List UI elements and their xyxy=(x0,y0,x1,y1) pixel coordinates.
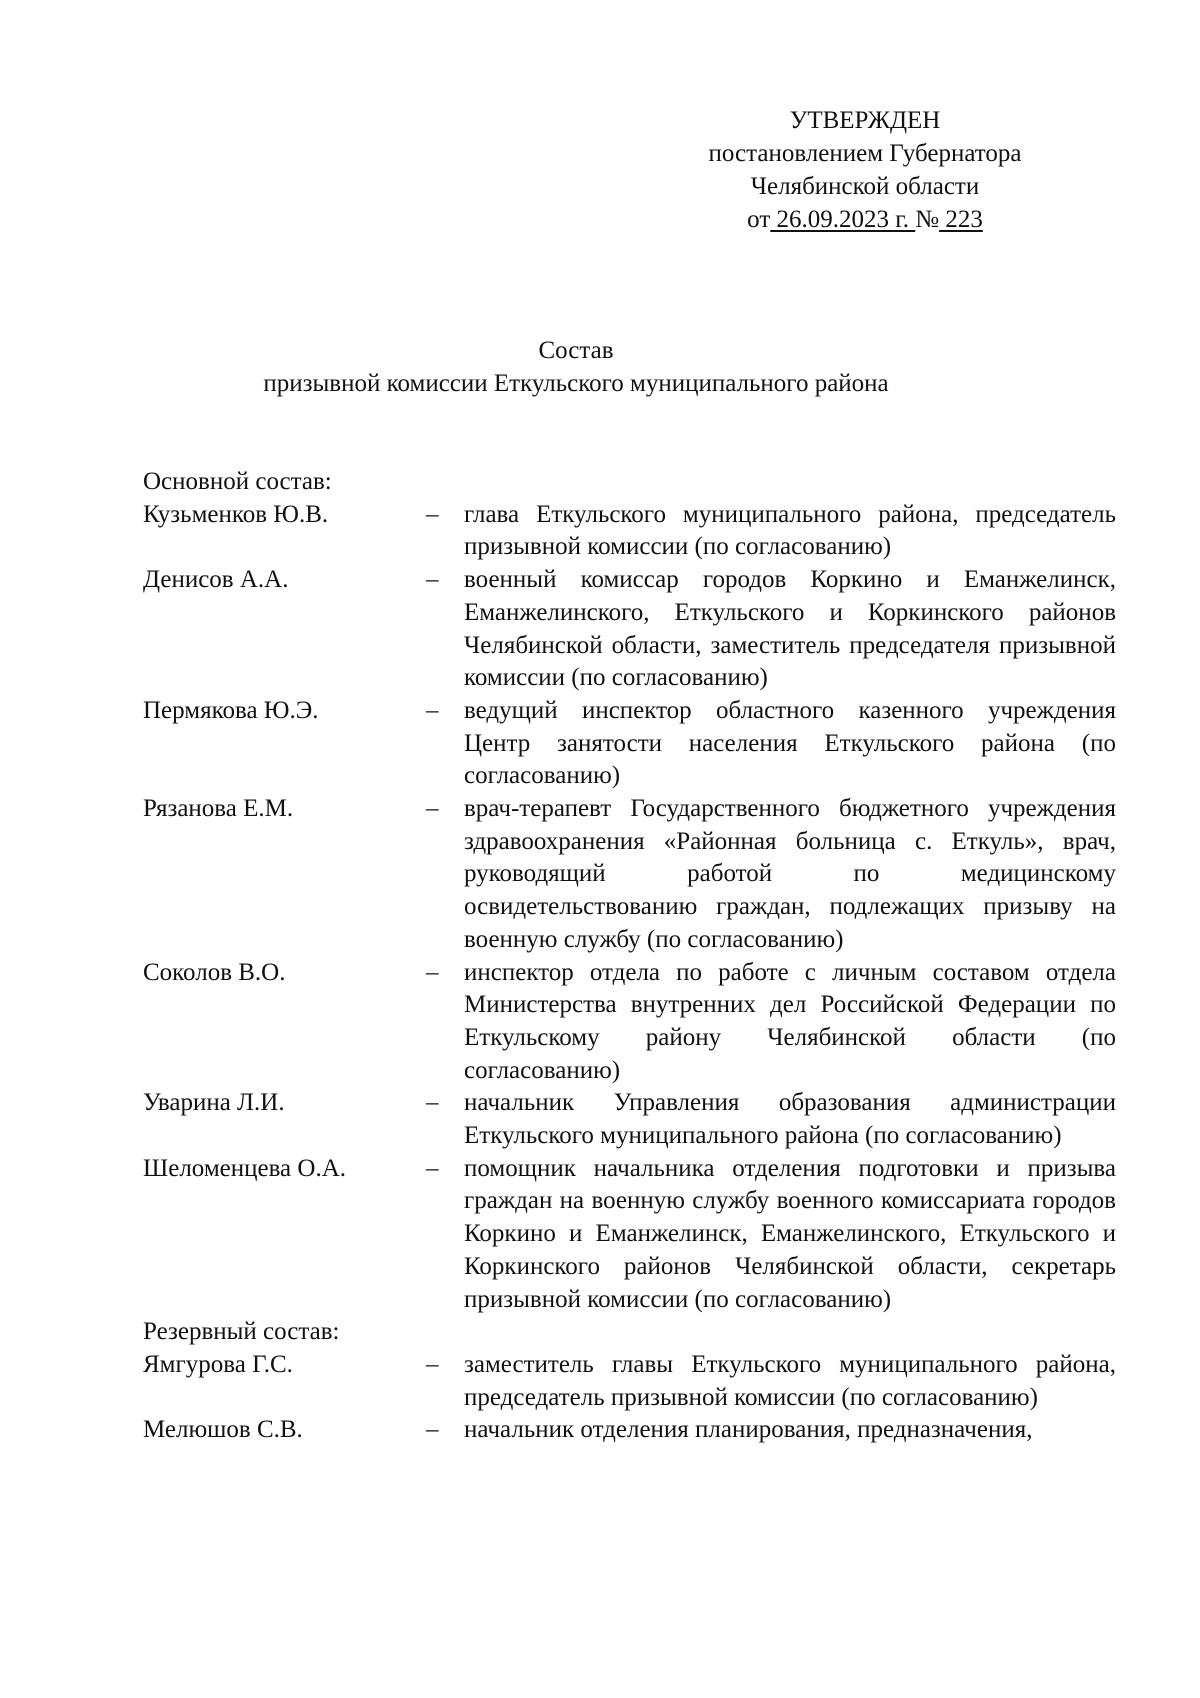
member-name: Рязанова Е.М. xyxy=(143,795,294,823)
approval-date: 26.09.2023 г. xyxy=(770,206,916,233)
member-role: врач-терапевт Государственного бюджетного учреждения здравоохранения «Районная больница с. Еткуль», врач, руководящий работой по медицинскому освидетельствованию граждан, подлежащих призыву на военную службу (по согласованию) xyxy=(464,795,1116,953)
approval-stamp xyxy=(680,104,1050,236)
approval-line-decree: постановлением Губернатора xyxy=(708,140,1022,167)
approval-line-region: Челябинской области xyxy=(750,173,980,200)
dash-separator: – xyxy=(426,566,439,594)
dash-separator: – xyxy=(426,795,439,823)
member-name: Уварина Л.И. xyxy=(143,1089,285,1117)
dash-separator: – xyxy=(426,696,439,724)
member-row xyxy=(143,957,1116,1088)
dash-separator: – xyxy=(426,1350,439,1378)
member-role: глава Еткульского муниципального района, председатель призывной комиссии (по согласованию) xyxy=(464,500,1116,561)
dash-separator: – xyxy=(426,1089,439,1117)
member-role: заместитель главы Еткульского муниципального района, председатель призывной комиссии (по согласованию) xyxy=(464,1350,1116,1411)
member-row xyxy=(143,1349,1116,1414)
member-row xyxy=(143,499,1116,564)
title-line-2: призывной комиссии Еткульского муниципального района xyxy=(263,370,889,397)
member-name: Мелюшов С.В. xyxy=(143,1416,303,1444)
member-name: Соколов В.О. xyxy=(143,958,286,986)
member-role: начальник отделения планирования, предназначения, xyxy=(464,1416,1033,1444)
approval-date-line xyxy=(680,203,1050,236)
member-name: Кузьменков Ю.В. xyxy=(143,500,329,528)
member-role: начальник Управления образования администрации Еткульского муниципального района (по согласованию) xyxy=(464,1089,1116,1150)
member-row xyxy=(143,1414,1116,1447)
member-name: Пермякова Ю.Э. xyxy=(143,696,319,724)
commission-list xyxy=(143,466,1116,1447)
dash-separator: – xyxy=(426,500,439,528)
main-section-label: Основной состав: xyxy=(143,468,332,495)
member-name: Денисов А.А. xyxy=(143,566,289,594)
member-name: Ямгурова Г.С. xyxy=(143,1350,293,1378)
approval-number: 223 xyxy=(939,206,983,233)
member-row xyxy=(143,564,1116,695)
member-row xyxy=(143,1153,1116,1317)
member-row xyxy=(143,695,1116,793)
date-prefix: от xyxy=(747,206,771,233)
member-role: ведущий инспектор областного казенного учреждения Центр занятости населения Еткульского района (по согласованию) xyxy=(464,696,1116,790)
member-row xyxy=(143,793,1116,957)
member-row xyxy=(143,1087,1116,1152)
dash-separator: – xyxy=(426,1416,439,1444)
reserve-section-label: Резервный состав: xyxy=(143,1318,340,1346)
member-role: военный комиссар городов Коркино и Еманжелинск, Еманжелинского, Еткульского и Коркинского районов Челябинской области, заместитель председателя призывной комиссии (по согласованию) xyxy=(464,566,1116,692)
member-role: инспектор отдела по работе с личным составом отдела Министерства внутренних дел Российской Федерации по Еткульскому району Челябинской области (по согласованию) xyxy=(464,958,1116,1084)
document-title xyxy=(0,334,1152,400)
dash-separator: – xyxy=(426,1154,439,1182)
title-line-1: Состав xyxy=(538,337,614,364)
member-role: помощник начальника отделения подготовки и призыва граждан на военную службу военного комиссариата городов Коркино и Еманжелинск, Еманжелинского, Еткульского и Коркинского районов Челябинской области, секретарь призывной комиссии (по согласованию) xyxy=(464,1154,1116,1313)
member-name: Шеломенцева О.А. xyxy=(143,1154,347,1182)
number-sign: № xyxy=(915,206,940,233)
approval-heading: УТВЕРЖДЕН xyxy=(789,107,941,134)
dash-separator: – xyxy=(426,958,439,986)
